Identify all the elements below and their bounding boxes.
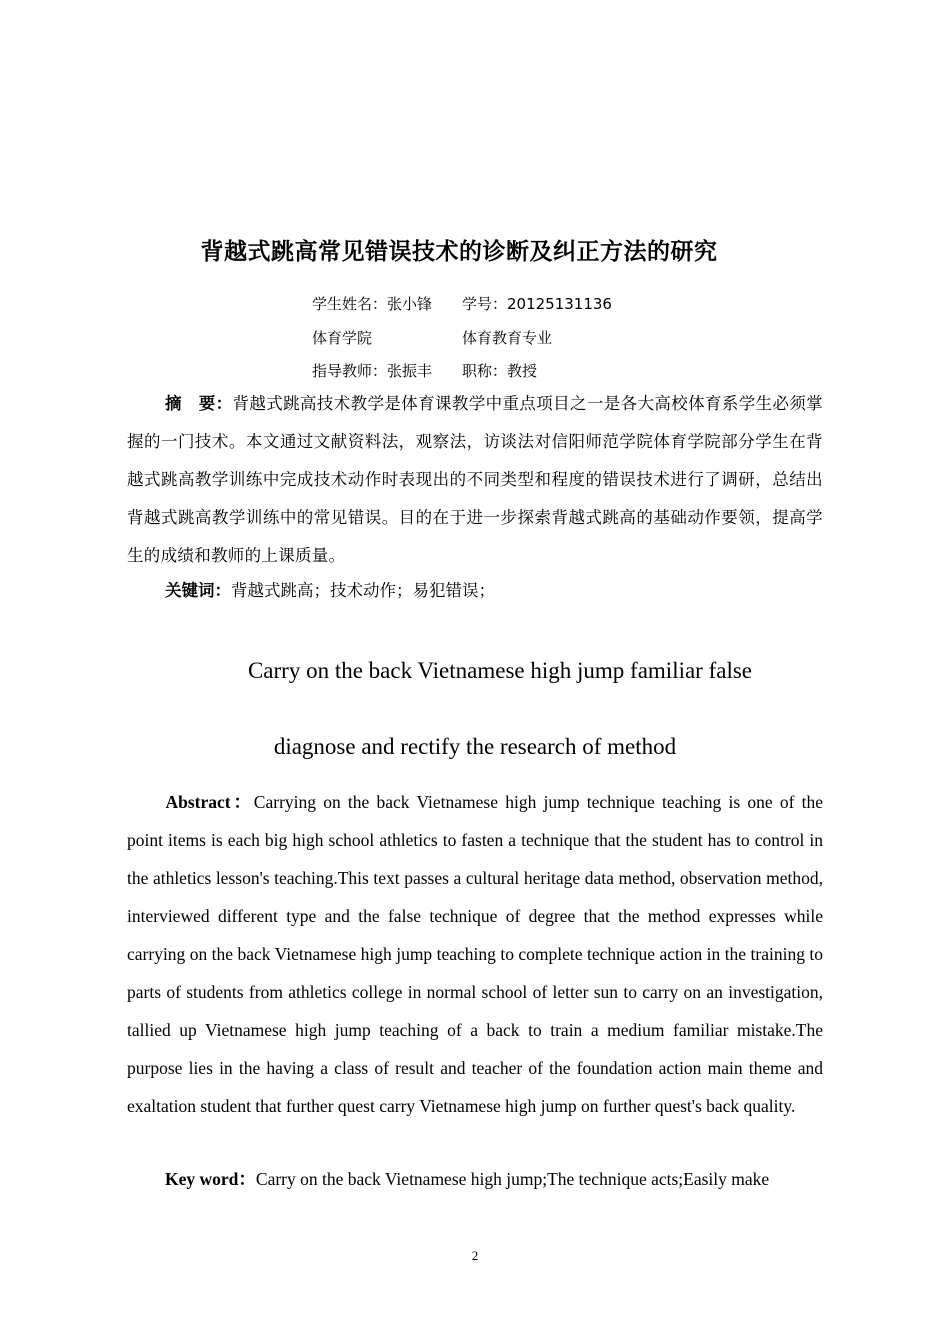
page-number: 2	[471, 1248, 479, 1263]
author-row-2	[312, 327, 553, 348]
english-title-line-2: diagnose and rectify the research of method	[273, 734, 677, 759]
student-name: 学生姓名：张小锋	[312, 295, 433, 313]
english-title-line-1: Carry on the back Vietnamese high jump familiar false	[247, 658, 753, 683]
major: 体育教育专业	[462, 329, 553, 347]
chinese-keywords	[165, 572, 495, 610]
english-keywords	[165, 1160, 825, 1198]
chinese-title: 背越式跳高常见错误技术的诊断及纠正方法的研究	[200, 239, 718, 265]
author-row-1	[312, 293, 612, 314]
author-row-3	[312, 360, 538, 381]
college: 体育学院	[312, 329, 373, 347]
chinese-abstract-text: 背越式跳高技术教学是体育课教学中重点项目之一是各大高校体育系学生必须掌握的一门技术。本文通过文献资料法，观察法，访谈法对信阳师范学院体育学院部分学生在背越式跳高教学训练中完成技术动作时表现出的不同类型和程度的错误技术进行了调研，总结出背越式跳高教学训练中的常见错误。目的在于进一步探索背越式跳高的基础动作要领，提高学生的成绩和教师的上课质量。	[127, 394, 824, 565]
student-id: 学号：20125131136	[462, 295, 612, 313]
advisor-title: 职称：教授	[462, 362, 538, 380]
english-keywords-label: Key word：	[165, 1169, 256, 1189]
chinese-keywords-text: 背越式跳高；技术动作；易犯错误；	[231, 581, 495, 600]
english-abstract	[127, 783, 823, 1125]
english-abstract-text: Carrying on the back Vietnamese high jump technique teaching is one of the point items is each big high school athletics to fasten a technique that the student has to control in the athletics lesson's teaching.This text passes a cultural heritage data method, observation method, interviewed different type and the false technique of degree that the method expresses while carrying on the back Vietnamese high jump teaching to complete technique action in the training to parts of students from athletics college in normal school of letter sun to carry on an investigation, tallied up Vietnamese high jump teaching of a back to train a medium familiar mistake.The purpose lies in the having a class of result and teacher of the foundation action main theme and exaltation student that further quest carry Vietnamese high jump on further quest's back quality.	[127, 792, 823, 1116]
english-keywords-text: Carry on the back Vietnamese high jump;The technique acts;Easily make	[255, 1169, 770, 1189]
chinese-keywords-label: 关键词：	[165, 581, 231, 600]
english-abstract-label: Abstract：	[165, 792, 254, 812]
advisor: 指导教师：张振丰	[312, 362, 433, 380]
chinese-abstract	[127, 385, 823, 575]
chinese-abstract-label: 摘 要：	[164, 394, 233, 413]
